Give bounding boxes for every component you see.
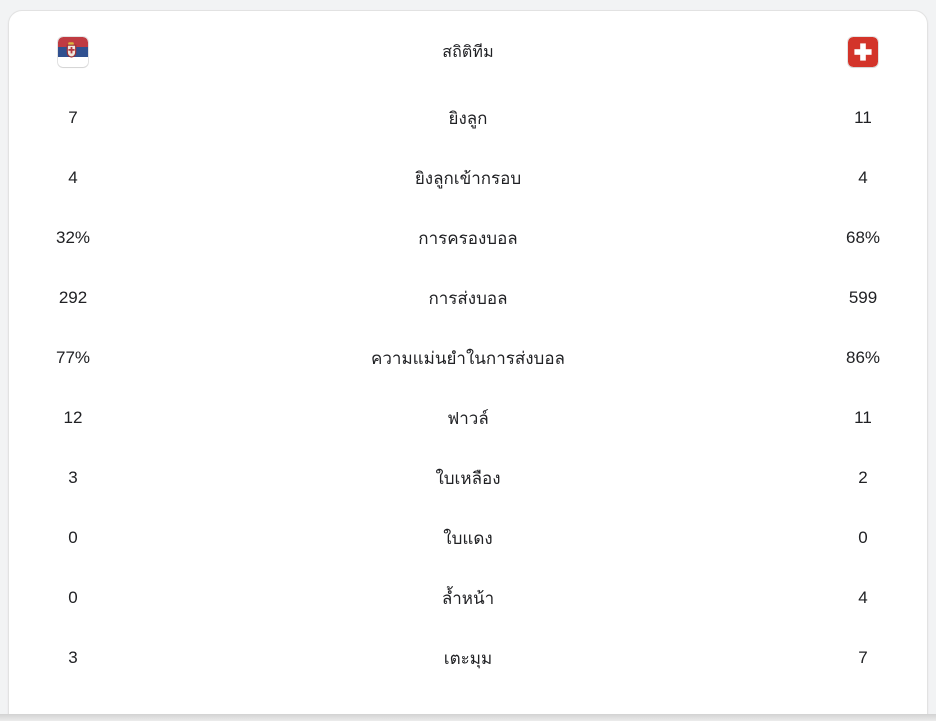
away-value: 4 — [858, 168, 868, 187]
home-value: 0 — [68, 588, 78, 607]
stats-title: สถิติทีม — [442, 43, 494, 61]
stat-label: ความแม่นยำในการส่งบอล — [371, 348, 565, 368]
away-value: 11 — [854, 408, 872, 427]
next-card-edge — [0, 714, 936, 721]
stats-header-row — [9, 37, 927, 67]
home-value: 32% — [55, 228, 91, 247]
stat-label: ใบแดง — [443, 528, 493, 548]
home-value: 3 — [68, 468, 78, 487]
stat-label: การครองบอล — [418, 228, 518, 248]
away-value: 7 — [858, 648, 868, 667]
team-stats-card — [8, 10, 928, 721]
stat-row-offsides — [9, 568, 927, 628]
home-value: 77% — [55, 348, 91, 367]
stat-row-pass-accuracy — [9, 328, 927, 388]
away-value: 599 — [848, 288, 878, 307]
stat-row-red-cards — [9, 508, 927, 568]
away-team-cell — [799, 37, 927, 67]
stat-label: ยิงลูกเข้ากรอบ — [414, 168, 522, 188]
stat-label: ยิงลูก — [448, 108, 488, 128]
stat-row-possession — [9, 208, 927, 268]
serbia-flag-icon — [58, 37, 88, 67]
stat-row-fouls — [9, 388, 927, 448]
home-value: 3 — [68, 648, 78, 667]
away-value: 0 — [858, 528, 868, 547]
home-team-cell — [9, 37, 137, 67]
stat-label: เตะมุม — [443, 648, 493, 668]
stat-row-shots-on-target — [9, 148, 927, 208]
stat-row-passes — [9, 268, 927, 328]
away-value: 11 — [854, 108, 872, 127]
stat-label: การส่งบอล — [428, 288, 508, 308]
away-value: 2 — [858, 468, 868, 487]
switzerland-flag-icon — [848, 37, 878, 67]
away-value: 86% — [845, 348, 881, 367]
away-value: 68% — [845, 228, 881, 247]
home-value: 292 — [58, 288, 88, 307]
home-value: 0 — [68, 528, 78, 547]
stat-row-shots — [9, 88, 927, 148]
stat-row-corners — [9, 628, 927, 688]
home-value: 4 — [68, 168, 78, 187]
home-value: 7 — [68, 108, 78, 127]
stat-label: ล้ำหน้า — [441, 588, 495, 608]
stat-label: ฟาวล์ — [447, 408, 489, 428]
home-value: 12 — [63, 408, 83, 427]
stat-row-yellow-cards — [9, 448, 927, 508]
away-value: 4 — [858, 588, 868, 607]
stat-label: ใบเหลือง — [435, 468, 501, 488]
